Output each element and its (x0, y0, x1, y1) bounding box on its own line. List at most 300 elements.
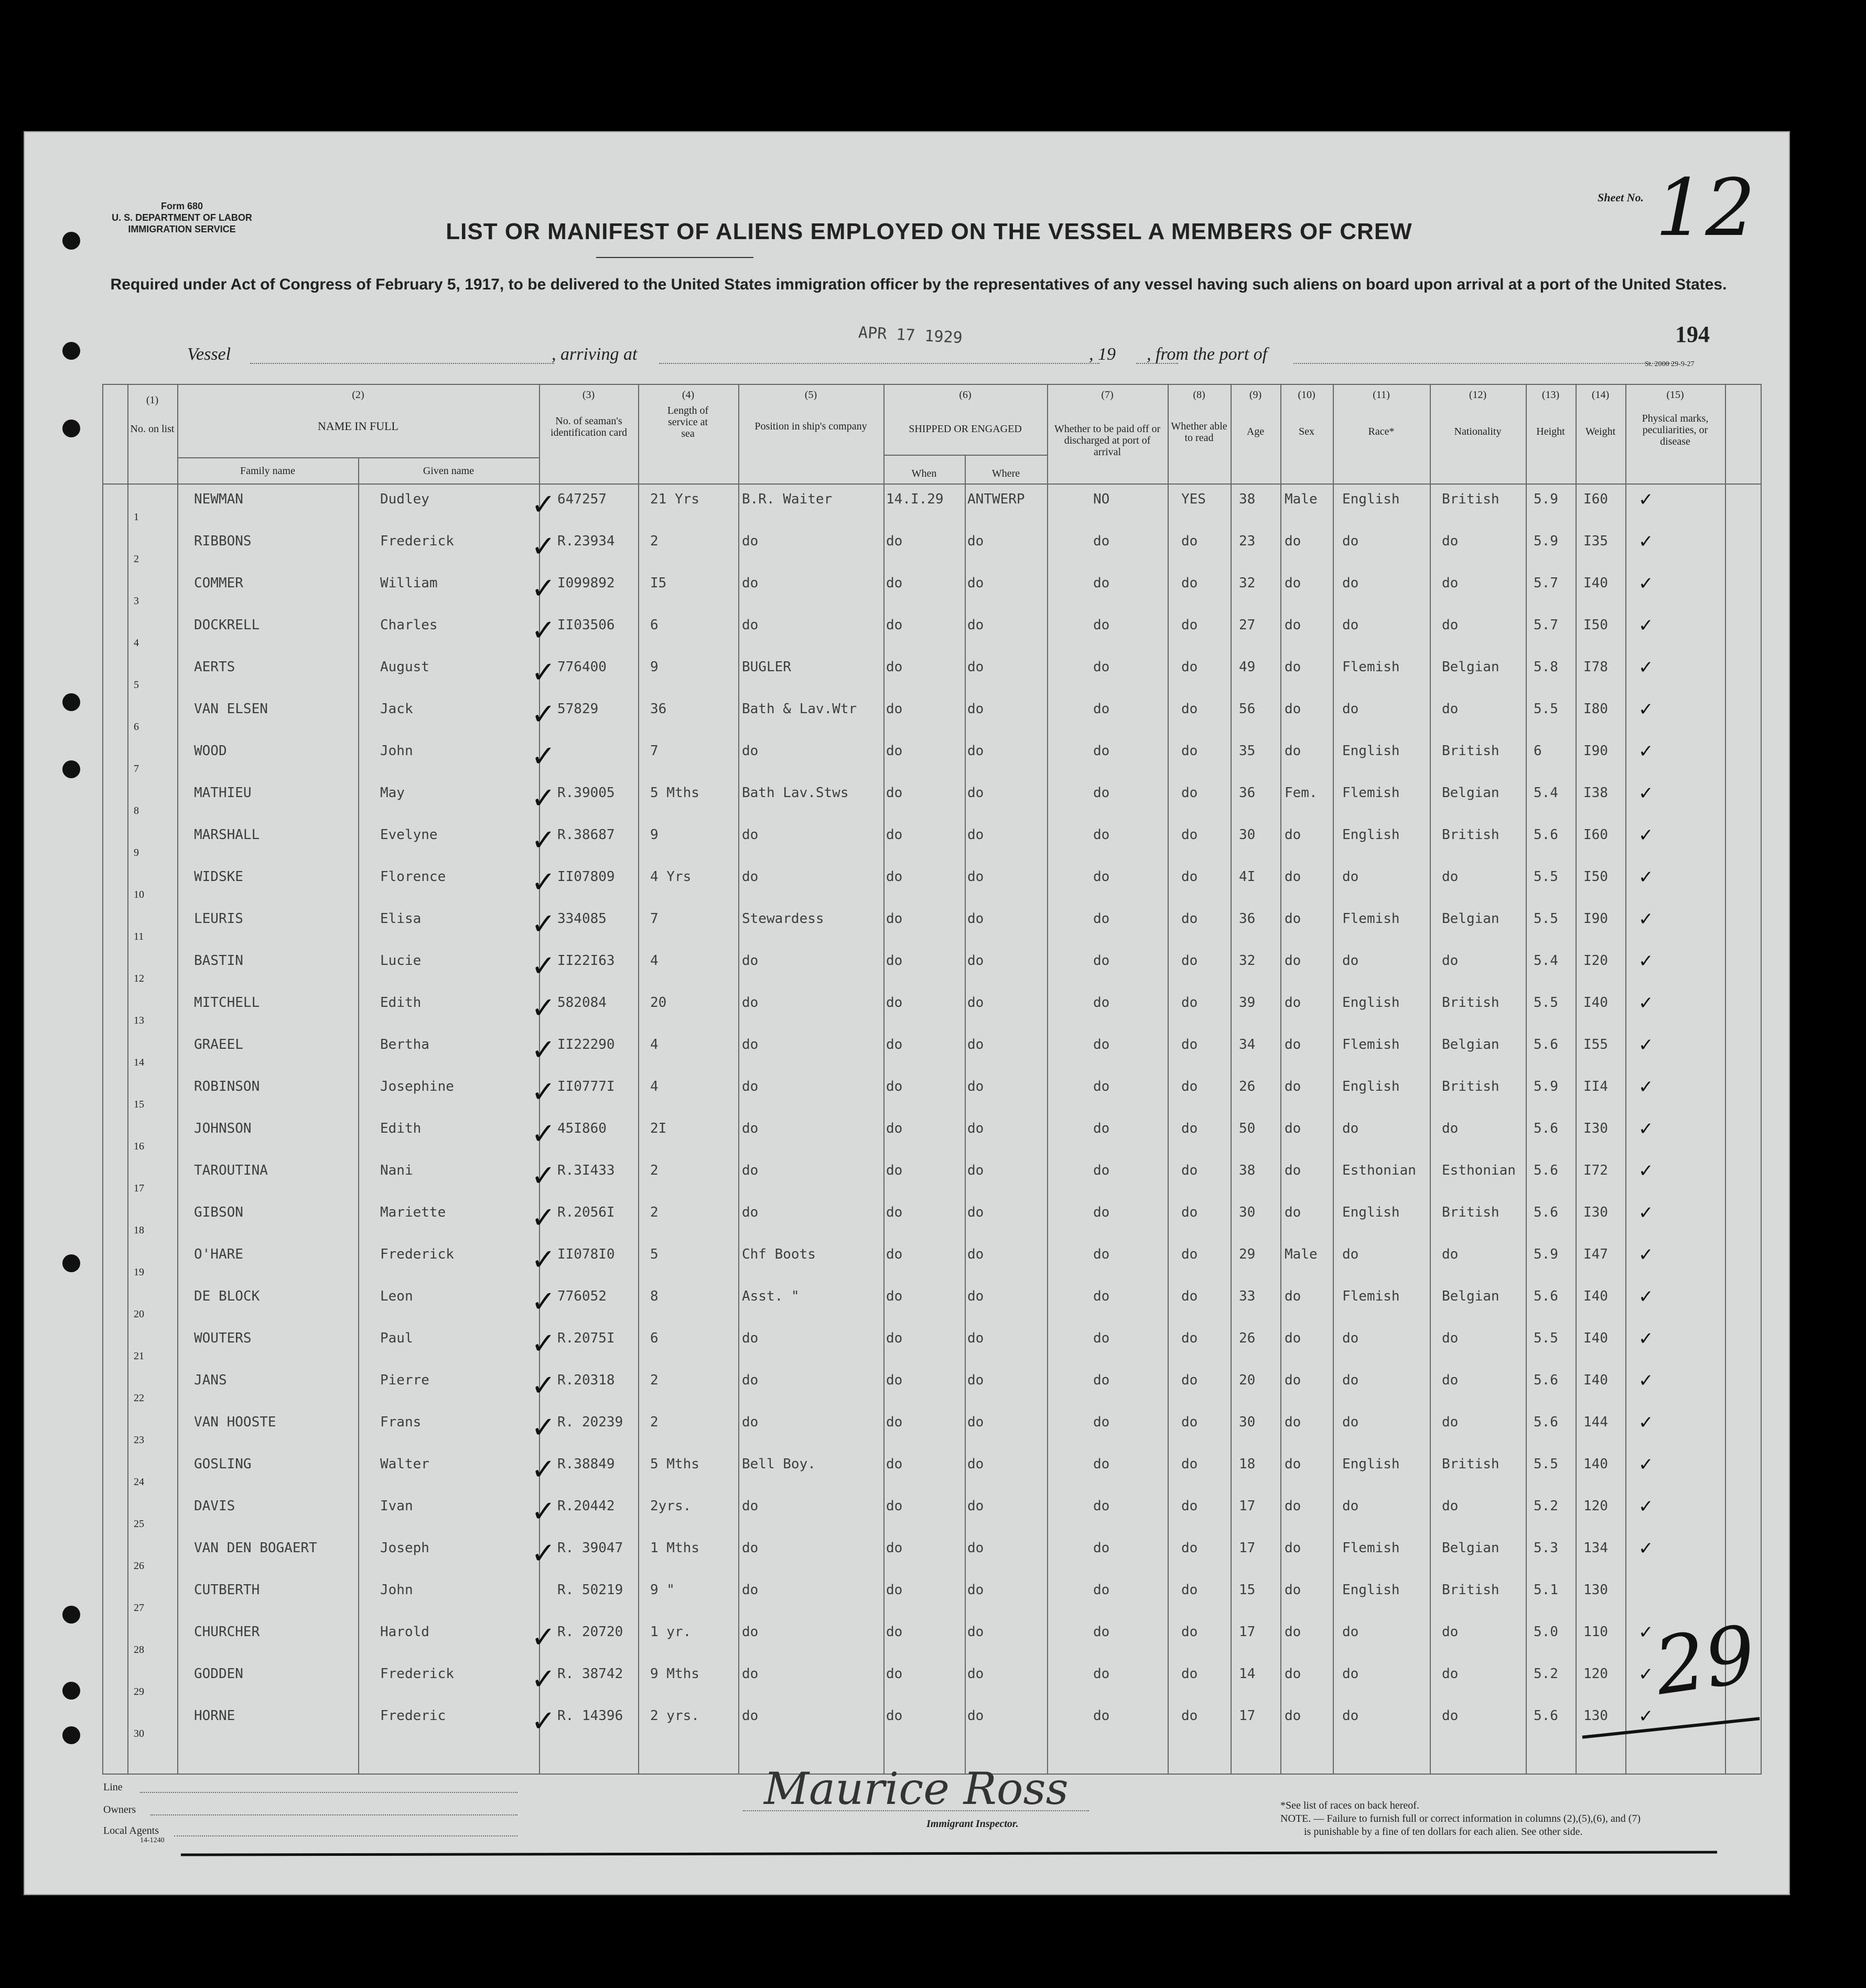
cell-age: 50 (1239, 1121, 1256, 1136)
cell-position: do (742, 1540, 759, 1556)
cell-where: do (967, 953, 984, 969)
cell-weight: I50 (1583, 617, 1608, 633)
cell-family: GOSLING (194, 1456, 252, 1472)
cell-read: do (1181, 1163, 1198, 1178)
col-num-2: (2) (352, 389, 364, 401)
cell-card: R. 38742 (557, 1666, 623, 1682)
cell-service: I5 (650, 575, 667, 591)
inspector-signature: Maurice Ross (764, 1763, 1069, 1814)
col-header-weight: Weight (1585, 426, 1616, 437)
cell-weight: I38 (1583, 785, 1608, 801)
cell-weight: I60 (1583, 827, 1608, 843)
cell-position: do (742, 1205, 759, 1220)
cell-weight: I78 (1583, 659, 1608, 675)
line-field (140, 1792, 517, 1793)
cell-no: 21 (134, 1350, 144, 1362)
cell-where: do (967, 1037, 984, 1052)
cell-family: TAROUTINA (194, 1163, 268, 1178)
cell-weight: 140 (1583, 1456, 1608, 1472)
cell-no: 3 (134, 595, 139, 607)
cell-no: 2 (134, 553, 139, 565)
cell-read: do (1181, 1582, 1198, 1598)
cell-given: Pierre (380, 1372, 429, 1388)
cell-given: Joseph (380, 1540, 429, 1556)
col-num-8: (8) (1193, 389, 1205, 401)
cell-weight: II4 (1583, 1079, 1608, 1094)
check-mark-icon: ✓ (531, 572, 556, 606)
cell-height: 5.4 (1534, 953, 1558, 969)
check-mark-icon: ✓ (531, 1704, 556, 1738)
cell-paid: do (1093, 953, 1110, 969)
cell-family: VAN ELSEN (194, 701, 268, 717)
cell-given: Paul (380, 1330, 413, 1346)
cell-no: 9 (134, 847, 139, 858)
cell-race: English (1342, 743, 1400, 759)
cell-age: 36 (1239, 911, 1256, 927)
cell-when: do (886, 701, 903, 717)
cell-race: Flemish (1342, 1540, 1400, 1556)
cell-service: 2yrs. (650, 1498, 692, 1514)
cell-card: R. 20239 (557, 1414, 623, 1430)
cell-read: do (1181, 1372, 1198, 1388)
cell-position: Bath & Lav.Wtr (742, 701, 857, 717)
cell-race: do (1342, 1624, 1359, 1640)
cell-given: Florence (380, 869, 446, 885)
cell-nat: do (1442, 701, 1459, 717)
cell-nat: British (1442, 995, 1500, 1011)
cell-age: 17 (1239, 1540, 1256, 1556)
cell-given: Harold (380, 1624, 429, 1640)
col-num-4: (4) (682, 389, 695, 401)
cell-weight: I35 (1583, 533, 1608, 549)
cell-height: 5.5 (1534, 1330, 1558, 1346)
cell-when: do (886, 1708, 903, 1724)
cell-where: do (967, 1456, 984, 1472)
cell-where: do (967, 1079, 984, 1094)
vessel-label: Vessel (187, 345, 231, 364)
cell-paid: do (1093, 1121, 1110, 1136)
cell-age: 20 (1239, 1372, 1256, 1388)
cell-age: 38 (1239, 1163, 1256, 1178)
cell-height: 5.3 (1534, 1540, 1558, 1556)
cell-service: 4 (650, 1037, 659, 1052)
owners-field (150, 1814, 517, 1815)
vessel-field (250, 363, 554, 364)
cell-no: 18 (134, 1224, 144, 1236)
cell-age: 49 (1239, 659, 1256, 675)
port-field (1293, 363, 1676, 364)
check-mark-icon: ✓ (1638, 1160, 1654, 1181)
cell-where: do (967, 1205, 984, 1220)
form-number: Form 680 (160, 201, 203, 211)
cell-service: 9 " (650, 1582, 675, 1598)
cell-no: 14 (134, 1057, 144, 1068)
cell-given: Frederick (380, 533, 454, 549)
cell-read: do (1181, 911, 1198, 927)
cell-paid: do (1093, 575, 1110, 591)
cell-nat: British (1442, 743, 1500, 759)
cell-race: English (1342, 1582, 1400, 1598)
check-mark-icon: ✓ (1638, 993, 1654, 1014)
cell-nat: do (1442, 1498, 1459, 1514)
cell-where: do (967, 869, 984, 885)
grid-line (102, 384, 1762, 385)
check-mark-icon: ✓ (531, 655, 556, 690)
col-header-where: Where (991, 468, 1020, 479)
cell-service: 8 (650, 1288, 659, 1304)
check-mark-icon: ✓ (531, 697, 556, 732)
cell-race: English (1342, 827, 1400, 843)
cell-no: 29 (134, 1686, 144, 1697)
cell-nat: British (1442, 491, 1500, 507)
cell-sex: do (1285, 1372, 1301, 1388)
cell-position: do (742, 533, 759, 549)
cell-card: R.2056I (557, 1205, 615, 1220)
cell-nat: do (1442, 575, 1459, 591)
cell-weight: 120 (1583, 1666, 1608, 1682)
cell-race: Esthonian (1342, 1163, 1416, 1178)
punch-hole (62, 1254, 80, 1272)
cell-nat: British (1442, 1079, 1500, 1094)
cell-card: I099892 (557, 575, 615, 591)
col-header-service: Length of service at sea (667, 405, 709, 439)
cell-card: 582084 (557, 995, 607, 1011)
print-code: St. 2000 29-9-27 (1645, 360, 1695, 368)
cell-age: 36 (1239, 785, 1256, 801)
cell-nat: Belgian (1442, 1540, 1500, 1556)
cell-given: Edith (380, 995, 422, 1011)
cell-position: do (742, 1498, 759, 1514)
cell-when: do (886, 1163, 903, 1178)
col-num-15: (15) (1666, 389, 1684, 401)
check-mark-icon: ✓ (1638, 1664, 1654, 1685)
check-mark-icon: ✓ (531, 1453, 556, 1487)
cell-service: 2I (650, 1121, 667, 1136)
cell-nat: Belgian (1442, 911, 1500, 927)
cell-weight: 134 (1583, 1540, 1608, 1556)
cell-sex: do (1285, 1414, 1301, 1430)
cell-card: R.3I433 (557, 1163, 615, 1178)
cell-height: 5.5 (1534, 1456, 1558, 1472)
cell-family: DAVIS (194, 1498, 235, 1514)
cell-race: do (1342, 575, 1359, 591)
cell-sex: do (1285, 911, 1301, 927)
cell-paid: NO (1093, 491, 1110, 507)
cell-when: do (886, 827, 903, 843)
check-mark-icon: ✓ (1638, 1622, 1654, 1643)
cell-when: do (886, 575, 903, 591)
cell-race: do (1342, 869, 1359, 885)
cell-position: do (742, 1121, 759, 1136)
cell-family: GODDEN (194, 1666, 243, 1682)
cell-sex: do (1285, 617, 1301, 633)
cell-when: do (886, 659, 903, 675)
cell-sex: do (1285, 1205, 1301, 1220)
cell-no: 17 (134, 1183, 144, 1194)
cell-where: do (967, 1246, 984, 1262)
cell-family: CHURCHER (194, 1624, 260, 1640)
cell-when: 14.I.29 (886, 491, 944, 507)
cell-when: do (886, 743, 903, 759)
cell-card: R.23934 (557, 533, 615, 549)
port-label: , from the port of (1147, 345, 1268, 364)
check-mark-icon: ✓ (1638, 615, 1654, 636)
inspector-label: Immigrant Inspector. (926, 1818, 1019, 1830)
cell-family: RIBBONS (194, 533, 252, 549)
cell-card: R. 50219 (557, 1582, 623, 1598)
agents-label: Local Agents (103, 1825, 159, 1836)
cell-where: do (967, 1708, 984, 1724)
check-mark-icon: ✓ (531, 1411, 556, 1445)
punch-hole (62, 420, 80, 437)
cell-read: do (1181, 785, 1198, 801)
line-label: Line (103, 1781, 123, 1793)
cell-age: 17 (1239, 1624, 1256, 1640)
cell-position: Bath Lav.Stws (742, 785, 849, 801)
cell-service: 5 (650, 1246, 659, 1262)
cell-given: Josephine (380, 1079, 454, 1094)
cell-paid: do (1093, 827, 1110, 843)
cell-position: do (742, 575, 759, 591)
cell-sex: do (1285, 1288, 1301, 1304)
cell-paid: do (1093, 1037, 1110, 1052)
cell-position: do (742, 617, 759, 633)
cell-sex: do (1285, 1163, 1301, 1178)
cell-position: Chf Boots (742, 1246, 816, 1262)
cell-where: do (967, 617, 984, 633)
cell-position: do (742, 953, 759, 969)
cell-race: Flemish (1342, 911, 1400, 927)
cell-service: 4 Yrs (650, 869, 692, 885)
check-mark-icon: ✓ (1638, 489, 1654, 510)
cell-sex: Male (1285, 1246, 1318, 1262)
cell-sex: do (1285, 953, 1301, 969)
check-mark-icon: ✓ (531, 1536, 556, 1571)
cell-weight: I50 (1583, 869, 1608, 885)
cell-read: do (1181, 869, 1198, 885)
row-27-strikethrough (181, 1851, 1717, 1856)
cell-where: do (967, 1498, 984, 1514)
check-mark-icon: ✓ (531, 1159, 556, 1193)
form-header (103, 200, 261, 235)
cell-where: do (967, 1372, 984, 1388)
cell-age: 27 (1239, 617, 1256, 633)
race-note: *See list of races on back hereof. (1280, 1800, 1419, 1811)
agents-field (174, 1835, 517, 1836)
cell-read: do (1181, 575, 1198, 591)
cell-paid: do (1093, 659, 1110, 675)
cell-when: do (886, 1414, 903, 1430)
cell-height: 5.6 (1534, 1708, 1558, 1724)
cell-service: 6 (650, 617, 659, 633)
cell-card: II078I0 (557, 1246, 615, 1262)
cell-sex: do (1285, 1498, 1301, 1514)
cell-where: do (967, 911, 984, 927)
cell-family: BASTIN (194, 953, 243, 969)
cell-weight: 110 (1583, 1624, 1608, 1640)
cell-family: GIBSON (194, 1205, 243, 1220)
check-mark-icon: ✓ (531, 865, 556, 899)
cell-sex: do (1285, 575, 1301, 591)
cell-weight: I20 (1583, 953, 1608, 969)
cell-service: 20 (650, 995, 667, 1011)
cell-paid: do (1093, 1582, 1110, 1598)
cell-paid: do (1093, 1456, 1110, 1472)
cell-no: 7 (134, 763, 139, 775)
cell-where: do (967, 995, 984, 1011)
cell-paid: do (1093, 911, 1110, 927)
cell-when: do (886, 1037, 903, 1052)
cell-when: do (886, 869, 903, 885)
owners-label: Owners (103, 1804, 136, 1815)
cell-position: do (742, 1414, 759, 1430)
cell-card: R.2075I (557, 1330, 615, 1346)
cell-service: 7 (650, 743, 659, 759)
check-mark-icon: ✓ (1638, 1454, 1654, 1475)
cell-when: do (886, 1666, 903, 1682)
cell-family: MARSHALL (194, 827, 260, 843)
cell-card: 334085 (557, 911, 607, 927)
cell-paid: do (1093, 869, 1110, 885)
cell-height: 5.2 (1534, 1666, 1558, 1682)
check-mark-icon: ✓ (531, 1495, 556, 1529)
cell-race: Flemish (1342, 659, 1400, 675)
col-header-nationality: Nationality (1454, 426, 1502, 437)
cell-sex: do (1285, 1121, 1301, 1136)
cell-paid: do (1093, 743, 1110, 759)
cell-nat: do (1442, 1330, 1459, 1346)
col-header-sex: Sex (1299, 426, 1314, 437)
check-mark-icon: ✓ (1638, 1706, 1654, 1727)
cell-service: 5 Mths (650, 785, 699, 801)
cell-weight: 144 (1583, 1414, 1608, 1430)
cell-position: Stewardess (742, 911, 824, 927)
cell-paid: do (1093, 533, 1110, 549)
cell-card: II07809 (557, 869, 615, 885)
cell-when: do (886, 953, 903, 969)
cell-service: 2 (650, 1163, 659, 1178)
cell-read: do (1181, 1540, 1198, 1556)
cell-weight: I40 (1583, 1288, 1608, 1304)
cell-position: BUGLER (742, 659, 791, 675)
cell-family: MATHIEU (194, 785, 252, 801)
cell-service: 36 (650, 701, 667, 717)
cell-card: II22I63 (557, 953, 615, 969)
cell-family: JOHNSON (194, 1121, 252, 1136)
cell-paid: do (1093, 1708, 1110, 1724)
cell-family: GRAEEL (194, 1037, 243, 1052)
check-mark-icon: ✓ (1638, 1286, 1654, 1307)
cell-when: do (886, 1246, 903, 1262)
col-header-when: When (911, 468, 937, 479)
cell-weight: 130 (1583, 1708, 1608, 1724)
cell-service: 7 (650, 911, 659, 927)
col-num-13: (13) (1541, 389, 1560, 401)
check-mark-icon: ✓ (531, 1369, 556, 1403)
cell-position: do (742, 1708, 759, 1724)
form-code: 14-1240 (140, 1836, 165, 1844)
cell-position: do (742, 1163, 759, 1178)
cell-where: do (967, 1624, 984, 1640)
cell-when: do (886, 1540, 903, 1556)
cell-age: 38 (1239, 491, 1256, 507)
cell-race: Flemish (1342, 785, 1400, 801)
cell-where: do (967, 1121, 984, 1136)
cell-height: 5.5 (1534, 869, 1558, 885)
cell-where: do (967, 1582, 984, 1598)
cell-where: do (967, 659, 984, 675)
sheet-no: 12 (1655, 163, 1755, 254)
cell-given: John (380, 1582, 413, 1598)
cell-no: 20 (134, 1308, 144, 1320)
cell-given: Frederick (380, 1246, 454, 1262)
cell-position: do (742, 743, 759, 759)
cell-read: do (1181, 1666, 1198, 1682)
col-header-read: Whether able to read (1171, 421, 1227, 444)
cell-read: do (1181, 1624, 1198, 1640)
cell-card: R. 39047 (557, 1540, 623, 1556)
cell-weight: I30 (1583, 1121, 1608, 1136)
cell-card: R.38687 (557, 827, 615, 843)
cell-no: 16 (134, 1141, 144, 1152)
cell-family: VAN DEN BOGAERT (194, 1540, 317, 1556)
service-name: IMMIGRATION SERVICE (128, 224, 236, 234)
cell-sex: do (1285, 1330, 1301, 1346)
cell-paid: do (1093, 1246, 1110, 1262)
cell-no: 27 (134, 1602, 144, 1614)
cell-card: R.38849 (557, 1456, 615, 1472)
cell-sex: do (1285, 701, 1301, 717)
col-num-9: (9) (1249, 389, 1262, 401)
cell-no: 1 (134, 511, 139, 523)
cell-weight: I55 (1583, 1037, 1608, 1052)
col-header-race: Race* (1368, 426, 1395, 437)
cell-race: English (1342, 1079, 1400, 1094)
cell-when: do (886, 617, 903, 633)
cell-weight: 130 (1583, 1582, 1608, 1598)
col-header-position: Position in ship's company (754, 421, 867, 432)
col-num-12: (12) (1469, 389, 1487, 401)
col-header-card: No. of seaman's identification card (550, 415, 628, 438)
cell-race: do (1342, 1330, 1359, 1346)
cell-paid: do (1093, 1330, 1110, 1346)
cell-when: do (886, 1288, 903, 1304)
cell-given: May (380, 785, 405, 801)
cell-no: 6 (134, 721, 139, 733)
cell-no: 30 (134, 1728, 144, 1739)
cell-read: do (1181, 659, 1198, 675)
cell-height: 5.6 (1534, 827, 1558, 843)
cell-card: R. 14396 (557, 1708, 623, 1724)
cell-sex: do (1285, 995, 1301, 1011)
cell-paid: do (1093, 1624, 1110, 1640)
check-mark-icon: ✓ (531, 949, 556, 983)
col-header-given: Given name (423, 465, 474, 477)
col-num-6: (6) (959, 389, 972, 401)
cell-position: do (742, 827, 759, 843)
cell-family: CUTBERTH (194, 1582, 260, 1598)
punch-hole (62, 1682, 80, 1700)
cell-paid: do (1093, 995, 1110, 1011)
col-header-name: NAME IN FULL (318, 420, 398, 433)
cell-where: do (967, 1288, 984, 1304)
cell-race: do (1342, 1121, 1359, 1136)
cell-read: do (1181, 1414, 1198, 1430)
cell-given: Charles (380, 617, 438, 633)
cell-card: 647257 (557, 491, 607, 507)
cell-read: do (1181, 533, 1198, 549)
cell-position: do (742, 995, 759, 1011)
